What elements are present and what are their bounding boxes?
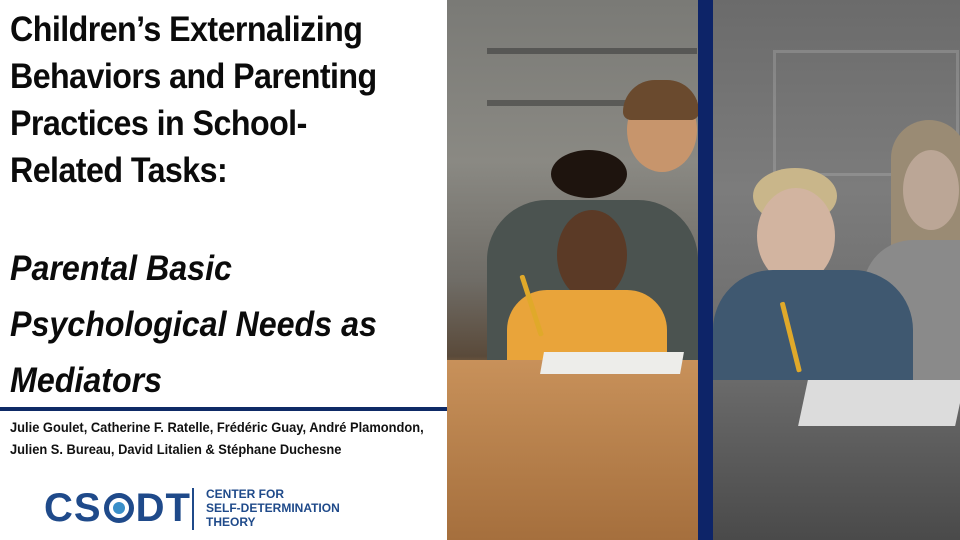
title-panel xyxy=(0,0,447,540)
subtitle-line: Parental Basic xyxy=(10,249,232,288)
logo-org-line: CENTER FOR xyxy=(206,487,284,501)
subtitle-line: Mediators xyxy=(10,361,163,400)
photo-left-scene xyxy=(447,0,698,540)
globe-icon xyxy=(104,493,134,523)
title-divider-rule xyxy=(0,407,447,411)
wooden-table xyxy=(447,360,698,540)
logo-separator xyxy=(192,488,194,530)
homework-paper xyxy=(540,352,684,374)
title-line: Practices in School- xyxy=(10,104,307,143)
girl-hair xyxy=(551,150,627,198)
logo-letters-dt: DT xyxy=(135,486,191,530)
girl-head xyxy=(557,210,627,300)
father-hair xyxy=(623,80,699,120)
slide-subtitle xyxy=(10,241,442,409)
photo-right-scene xyxy=(713,0,960,540)
csdt-logo xyxy=(44,486,374,530)
logo-letters-cs: CS xyxy=(44,486,102,530)
author-list: Julie Goulet, Catherine F. Ratelle, Frédéric Guay, André Plamondon, Julien S. Bureau, David Litalien & Stéphane Duchesne xyxy=(10,419,424,457)
cover-photo xyxy=(447,0,960,540)
csdt-logo-wordmark xyxy=(44,486,191,530)
slide-title xyxy=(10,6,442,194)
subtitle-line: Psychological Needs as xyxy=(10,305,377,344)
homework-paper xyxy=(798,380,960,426)
title-line: Related Tasks: xyxy=(10,151,228,190)
photo-divider xyxy=(698,0,713,540)
title-line: Behaviors and Parenting xyxy=(10,57,377,96)
logo-org-line: THEORY xyxy=(206,515,256,529)
title-line: Children’s Externalizing xyxy=(10,10,363,49)
kitchen-shelf xyxy=(487,48,697,54)
logo-org-name xyxy=(206,487,340,529)
logo-org-line: SELF-DETERMINATION xyxy=(206,501,340,515)
mother-head xyxy=(903,150,959,230)
